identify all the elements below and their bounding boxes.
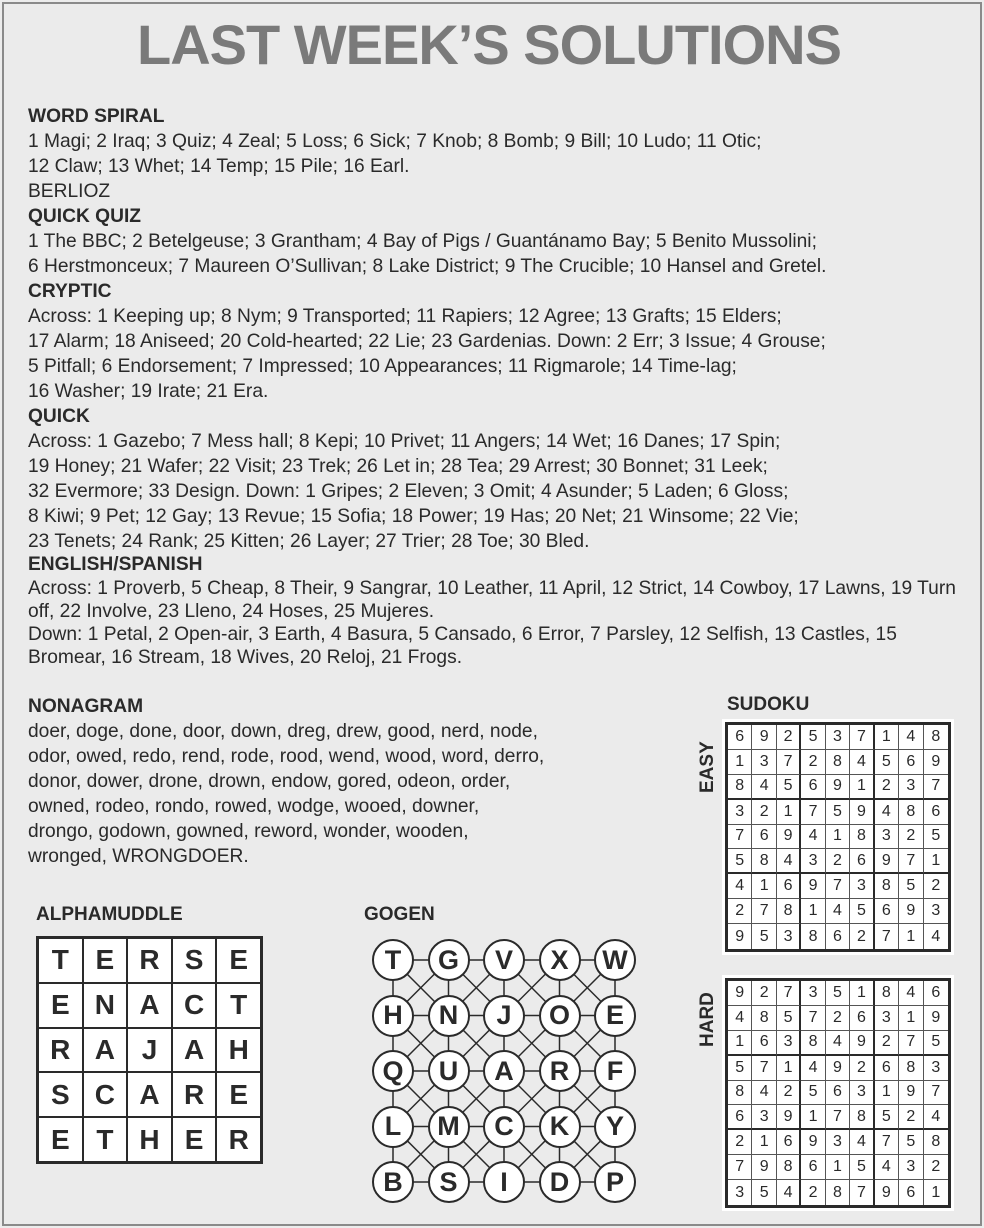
- gogen-node: N: [428, 995, 470, 1037]
- sudoku-easy-cell: 1: [850, 775, 874, 800]
- alphamuddle-cell: N: [83, 983, 128, 1028]
- sudoku-easy-cell: 1: [875, 725, 899, 750]
- sudoku-hard-cell: 5: [899, 1130, 923, 1155]
- sudoku-easy-cell: 7: [801, 800, 825, 825]
- sudoku-easy-cell: 4: [777, 849, 801, 874]
- alphamuddle-cell: R: [216, 1117, 261, 1162]
- sudoku-easy-cell: 8: [752, 849, 776, 874]
- sudoku-hard-cell: 9: [850, 1031, 874, 1056]
- sudoku-easy-cell: 9: [899, 899, 923, 924]
- sudoku-hard-cell: 6: [752, 1031, 776, 1056]
- gogen-node: T: [372, 939, 414, 981]
- alphamuddle-cell: C: [172, 983, 217, 1028]
- sudoku-easy-cell: 1: [899, 924, 923, 949]
- sudoku-easy-cell: 2: [801, 750, 825, 775]
- gogen-node: U: [428, 1050, 470, 1092]
- sudoku-hard-cell: 7: [777, 981, 801, 1006]
- sudoku-easy-cell: 8: [777, 899, 801, 924]
- sudoku-easy-cell: 9: [850, 800, 874, 825]
- sudoku-hard-cell: 1: [875, 1081, 899, 1106]
- sudoku-hard-cell: 7: [752, 1056, 776, 1081]
- sudoku-easy-cell: 5: [777, 775, 801, 800]
- sudoku-easy-cell: 3: [826, 725, 850, 750]
- sudoku-easy-cell: 3: [801, 849, 825, 874]
- sudoku-easy-cell: 9: [826, 775, 850, 800]
- gogen-node: G: [428, 939, 470, 981]
- sudoku-hard-cell: 1: [899, 1006, 923, 1031]
- gogen-node: V: [483, 939, 525, 981]
- sudoku-hard-cell: 6: [826, 1081, 850, 1106]
- sudoku-easy-cell: 5: [801, 725, 825, 750]
- sudoku-easy-cell: 4: [850, 750, 874, 775]
- sudoku-hard-cell: 5: [728, 1056, 752, 1081]
- alphamuddle-cell: A: [83, 1028, 128, 1073]
- sudoku-hard-cell: 5: [875, 1105, 899, 1130]
- sudoku-easy-cell: 6: [777, 874, 801, 899]
- alphamuddle-cell: A: [127, 1072, 172, 1117]
- sudoku-hard-cell: 2: [924, 1155, 948, 1180]
- gogen-title: GOGEN: [364, 904, 435, 925]
- nonagram-text: doer, doge, done, door, down, dreg, drew, good, nerd, node, odor, owed, redo, rend, rode, rood, wend, wood, word, derro, donor, dower, drone, drown, endow, gored, odeon, order, owned, rodeo, rondo, rowed, wodge, wooed, downer, drongo, godown, gowned, reword, wonder, wooden, wronged, WRONGDOER.: [28, 721, 545, 867]
- sudoku-easy-cell: 9: [875, 849, 899, 874]
- cryptic-title: CRYPTIC: [28, 281, 112, 302]
- sudoku-hard-cell: 8: [752, 1006, 776, 1031]
- sudoku-easy-cell: 7: [777, 750, 801, 775]
- sudoku-easy-cell: 4: [875, 800, 899, 825]
- sudoku-hard-cell: 8: [777, 1155, 801, 1180]
- sudoku-easy-cell: 5: [728, 849, 752, 874]
- sudoku-easy-cell: 6: [801, 775, 825, 800]
- sudoku-hard-cell: 6: [850, 1006, 874, 1031]
- gogen-node: J: [483, 995, 525, 1037]
- nonagram-section: [28, 694, 678, 869]
- sudoku-easy-cell: 8: [899, 800, 923, 825]
- sudoku-hard-cell: 9: [826, 1056, 850, 1081]
- alphamuddle-cell: E: [216, 938, 261, 983]
- sudoku-easy-cell: 3: [728, 800, 752, 825]
- sudoku-hard-cell: 3: [728, 1180, 752, 1205]
- alphamuddle-cell: E: [83, 938, 128, 983]
- quick-title: QUICK: [28, 406, 90, 427]
- alphamuddle-cell: J: [127, 1028, 172, 1073]
- sudoku-easy-cell: 4: [826, 899, 850, 924]
- sudoku-easy-cell: 5: [924, 825, 948, 850]
- alphamuddle-cell: A: [127, 983, 172, 1028]
- alphamuddle-cell: H: [216, 1028, 261, 1073]
- sudoku-easy-wrap: [722, 719, 954, 955]
- sudoku-hard-cell: 3: [850, 1081, 874, 1106]
- sudoku-easy-cell: 9: [728, 924, 752, 949]
- word-spiral-title: WORD SPIRAL: [28, 106, 165, 127]
- sudoku-hard-cell: 6: [728, 1105, 752, 1130]
- quick-text: Across: 1 Gazebo; 7 Mess hall; 8 Kepi; 10 Privet; 11 Angers; 14 Wet; 16 Danes; 17 Spin; 19 Honey; 21 Wafer; 22 Visit; 23 Trek; 26 Let in; 28 Tea; 29 Arrest; 30 Bonnet; 31 Leek; 32 Evermore; 33 Design. Down: 1 Gripes; 2 Eleven; 3 Omit; 4 Asunder; 5 Laden; 6 Gloss; 8 Kiwi; 9 Pet; 12 Gay; 13 Revue; 15 Sofia; 18 Power; 19 Has; 20 Net; 21 Winsome; 22 Vie; 23 Tenets; 24 Rank; 25 Kitten; 26 Layer; 27 Trier; 28 Toe; 30 Bled.: [28, 431, 799, 552]
- sudoku-hard-cell: 7: [728, 1155, 752, 1180]
- gogen-node: R: [539, 1050, 581, 1092]
- sudoku-easy-cell: 8: [924, 725, 948, 750]
- sudoku-hard-cell: 7: [801, 1006, 825, 1031]
- gogen-node: Y: [594, 1106, 636, 1148]
- sudoku-hard-cell: 2: [899, 1105, 923, 1130]
- sudoku-easy-cell: 3: [850, 874, 874, 899]
- sudoku-easy-grid: [725, 722, 951, 952]
- gogen-node: B: [372, 1161, 414, 1203]
- gogen-grid: [368, 932, 632, 1216]
- sudoku-hard-cell: 7: [899, 1031, 923, 1056]
- sudoku-easy-cell: 4: [728, 874, 752, 899]
- sudoku-hard-cell: 2: [826, 1006, 850, 1031]
- sudoku-hard-cell: 9: [777, 1105, 801, 1130]
- sudoku-hard-cell: 3: [826, 1130, 850, 1155]
- sudoku-easy-cell: 3: [899, 775, 923, 800]
- solutions-text: [28, 104, 963, 669]
- gogen-node: I: [483, 1161, 525, 1203]
- nonagram-title: NONAGRAM: [28, 696, 144, 717]
- sudoku-hard-grid: [725, 978, 951, 1208]
- gogen-node: H: [372, 995, 414, 1037]
- sudoku-easy-cell: 2: [850, 924, 874, 949]
- sudoku-hard-cell: 2: [801, 1180, 825, 1205]
- sudoku-hard-cell: 1: [801, 1105, 825, 1130]
- sudoku-title: SUDOKU: [727, 694, 810, 715]
- sudoku-easy-cell: 1: [924, 849, 948, 874]
- sudoku-hard-cell: 1: [931, 1183, 941, 1201]
- sudoku-easy-cell: 3: [875, 825, 899, 850]
- sudoku-hard-cell: 1: [850, 981, 874, 1006]
- sudoku-easy-cell: 6: [752, 825, 776, 850]
- sudoku-hard-cell: 6: [801, 1155, 825, 1180]
- sudoku-hard-cell: 4: [899, 981, 923, 1006]
- sudoku-hard-cell: 8: [899, 1056, 923, 1081]
- sudoku-hard-cell: 4: [924, 1105, 948, 1130]
- sudoku-easy-cell: 6: [899, 750, 923, 775]
- sudoku-easy-cell: 6: [924, 800, 948, 825]
- sudoku-easy-cell: 8: [875, 874, 899, 899]
- sudoku-easy-cell: 4: [931, 927, 941, 945]
- sudoku-hard-cell: 3: [801, 981, 825, 1006]
- alphamuddle-cell: E: [216, 1072, 261, 1117]
- sudoku-easy-label: EASY: [697, 741, 718, 793]
- sudoku-hard-cell: 1: [826, 1155, 850, 1180]
- alphamuddle-cell: C: [83, 1072, 128, 1117]
- sudoku-easy-cell: 8: [801, 924, 825, 949]
- sudoku-hard-cell: 3: [875, 1006, 899, 1031]
- gogen-node: X: [539, 939, 581, 981]
- alphamuddle-cell: H: [127, 1117, 172, 1162]
- gogen-node: L: [372, 1106, 414, 1148]
- sudoku-hard-cell: 3: [777, 1031, 801, 1056]
- sudoku-easy-cell: 7: [728, 825, 752, 850]
- sudoku-hard-cell: 2: [728, 1130, 752, 1155]
- sudoku-hard-cell: 5: [850, 1155, 874, 1180]
- alphamuddle-cell: E: [38, 983, 83, 1028]
- sudoku-hard-cell: 3: [752, 1105, 776, 1130]
- sudoku-easy-cell: 1: [826, 825, 850, 850]
- alphamuddle-cell: S: [172, 938, 217, 983]
- sudoku-hard-cell: 9: [801, 1130, 825, 1155]
- sudoku-hard-cell: 4: [875, 1155, 899, 1180]
- sudoku-easy-cell: 8: [826, 750, 850, 775]
- sudoku-hard-cell: 9: [728, 981, 752, 1006]
- english-spanish-across: Across: 1 Proverb, 5 Cheap, 8 Their, 9 Sangrar, 10 Leather, 11 April, 12 Strict, 14 Cowboy, 17 Lawns, 19 Turn off, 22 Involve, 23 Lleno, 24 Hoses, 25 Mujeres.: [28, 578, 956, 622]
- sudoku-easy-cell: 2: [826, 849, 850, 874]
- alphamuddle-cell: T: [216, 983, 261, 1028]
- alphamuddle-grid: [36, 936, 263, 1164]
- sudoku-easy-cell: 5: [826, 800, 850, 825]
- page-title: LAST WEEK’S SOLUTIONS: [137, 13, 841, 76]
- sudoku-easy-cell: 2: [777, 725, 801, 750]
- sudoku-hard-cell: 6: [899, 1180, 923, 1205]
- sudoku-easy-cell: 4: [752, 775, 776, 800]
- sudoku-hard-cell: 2: [850, 1056, 874, 1081]
- sudoku-hard-cell: 8: [801, 1031, 825, 1056]
- sudoku-easy-cell: 7: [850, 725, 874, 750]
- alphamuddle-cell: E: [38, 1117, 83, 1162]
- sudoku-hard-cell: 1: [777, 1056, 801, 1081]
- sudoku-easy-cell: 5: [899, 874, 923, 899]
- sudoku-hard-cell: 5: [752, 1180, 776, 1205]
- sudoku-easy-cell: 4: [801, 825, 825, 850]
- sudoku-hard-cell: 7: [875, 1130, 899, 1155]
- sudoku-easy-cell: 7: [752, 899, 776, 924]
- sudoku-easy-cell: 6: [850, 849, 874, 874]
- gogen-node: M: [428, 1106, 470, 1148]
- sudoku-hard-cell: 1: [728, 1031, 752, 1056]
- alphamuddle-cell: T: [38, 938, 83, 983]
- sudoku-easy-cell: 1: [801, 899, 825, 924]
- gogen-node: C: [483, 1106, 525, 1148]
- sudoku-easy-cell: 5: [875, 750, 899, 775]
- cryptic-text: Across: 1 Keeping up; 8 Nym; 9 Transported; 11 Rapiers; 12 Agree; 13 Grafts; 15 Elders; 17 Alarm; 18 Aniseed; 20 Cold-hearted; 22 Lie; 23 Gardenias. Down: 2 Err; 3 Issue; 4 Grouse; 5 Pitfall; 6 Endorsement; 7 Impressed; 10 Appearances; 11 Rigmarole; 14 Time-lag; 16 Washer; 19 Irate; 21 Era.: [28, 306, 826, 402]
- gogen-node: S: [428, 1161, 470, 1203]
- sudoku-hard-cell: 8: [826, 1180, 850, 1205]
- sudoku-hard-wrap: [722, 975, 954, 1211]
- sudoku-easy-cell: 2: [899, 825, 923, 850]
- english-spanish-title: ENGLISH/SPANISH: [28, 554, 203, 575]
- alphamuddle-cell: R: [172, 1072, 217, 1117]
- sudoku-easy-cell: 7: [899, 849, 923, 874]
- sudoku-easy-cell: 6: [826, 924, 850, 949]
- sudoku-easy-cell: 1: [728, 750, 752, 775]
- sudoku-easy-cell: 2: [875, 775, 899, 800]
- sudoku-easy-cell: 9: [801, 874, 825, 899]
- alphamuddle-cell: R: [38, 1028, 83, 1073]
- sudoku-easy-cell: 7: [924, 775, 948, 800]
- gogen-node: Q: [372, 1050, 414, 1092]
- sudoku-hard-cell: 6: [777, 1130, 801, 1155]
- sudoku-easy-cell: 9: [752, 725, 776, 750]
- sudoku-hard-cell: 5: [777, 1006, 801, 1031]
- sudoku-hard-cell: 2: [875, 1031, 899, 1056]
- sudoku-easy-cell: 5: [752, 924, 776, 949]
- gogen-node: A: [483, 1050, 525, 1092]
- sudoku-easy-cell: 7: [826, 874, 850, 899]
- sudoku-easy-cell: 8: [850, 825, 874, 850]
- sudoku-hard-cell: 5: [801, 1081, 825, 1106]
- sudoku-hard-cell: 4: [801, 1056, 825, 1081]
- alphamuddle-cell: A: [172, 1028, 217, 1073]
- sudoku-easy-cell: 9: [924, 750, 948, 775]
- sudoku-hard-cell: 9: [924, 1006, 948, 1031]
- sudoku-hard-cell: 2: [752, 981, 776, 1006]
- gogen-node: W: [594, 939, 636, 981]
- sudoku-easy-cell: 3: [752, 750, 776, 775]
- sudoku-easy-cell: 2: [752, 800, 776, 825]
- sudoku-hard-cell: 2: [777, 1081, 801, 1106]
- sudoku-easy-cell: 5: [850, 899, 874, 924]
- sudoku-hard-cell: 4: [728, 1006, 752, 1031]
- sudoku-easy-cell: 7: [875, 924, 899, 949]
- quick-quiz-text: 1 The BBC; 2 Betelgeuse; 3 Grantham; 4 Bay of Pigs / Guantánamo Bay; 5 Benito Mussolini; 6 Herstmonceux; 7 Maureen O’Sullivan; 8 Lake District; 9 The Crucible; 10 Hansel and Gretel.: [28, 231, 827, 277]
- sudoku-hard-label: HARD: [697, 992, 718, 1047]
- sudoku-hard-cell: 4: [777, 1180, 801, 1205]
- sudoku-hard-cell: 4: [752, 1081, 776, 1106]
- sudoku-easy-cell: 4: [899, 725, 923, 750]
- sudoku-hard-cell: 1: [752, 1130, 776, 1155]
- english-spanish-down: Down: 1 Petal, 2 Open-air, 3 Earth, 4 Basura, 5 Cansado, 6 Error, 7 Parsley, 12 Selfish, 13 Castles, 15 Bromear, 16 Stream, 18 Wives, 20 Reloj, 21 Frogs.: [28, 624, 897, 668]
- gogen-node: O: [539, 995, 581, 1037]
- sudoku-hard-cell: 4: [826, 1031, 850, 1056]
- sudoku-easy-cell: 3: [777, 924, 801, 949]
- sudoku-hard-cell: 7: [924, 1081, 948, 1106]
- sudoku-hard-cell: 3: [899, 1155, 923, 1180]
- sudoku-hard-cell: 8: [924, 1130, 948, 1155]
- alphamuddle-title: ALPHAMUDDLE: [36, 904, 183, 925]
- gogen-node: F: [594, 1050, 636, 1092]
- sudoku-hard-cell: 9: [899, 1081, 923, 1106]
- sudoku-hard-cell: 6: [875, 1056, 899, 1081]
- sudoku-easy-cell: 2: [728, 899, 752, 924]
- sudoku-hard-cell: 4: [850, 1130, 874, 1155]
- sudoku-easy-cell: 1: [777, 800, 801, 825]
- sudoku-hard-cell: 8: [850, 1105, 874, 1130]
- gogen-node: K: [539, 1106, 581, 1148]
- alphamuddle-cell: E: [172, 1117, 217, 1162]
- alphamuddle-cell: S: [38, 1072, 83, 1117]
- alphamuddle-cell: R: [127, 938, 172, 983]
- word-spiral-text: 1 Magi; 2 Iraq; 3 Quiz; 4 Zeal; 5 Loss; 6 Sick; 7 Knob; 8 Bomb; 9 Bill; 10 Ludo; 11 Otic; 12 Claw; 13 Whet; 14 Temp; 15 Pile; 16 Earl. BERLIOZ: [28, 131, 762, 202]
- sudoku-hard-cell: 3: [924, 1056, 948, 1081]
- sudoku-easy-cell: 9: [777, 825, 801, 850]
- quick-quiz-title: QUICK QUIZ: [28, 206, 141, 227]
- gogen-node: D: [539, 1161, 581, 1203]
- sudoku-hard-cell: 9: [752, 1155, 776, 1180]
- sudoku-hard-cell: 8: [728, 1081, 752, 1106]
- sudoku-easy-cell: 3: [924, 899, 948, 924]
- sudoku-easy-cell: 1: [752, 874, 776, 899]
- sudoku-hard-cell: 7: [850, 1180, 874, 1205]
- sudoku-hard-cell: 5: [826, 981, 850, 1006]
- sudoku-easy-cell: 6: [875, 899, 899, 924]
- sudoku-hard-cell: 6: [924, 981, 948, 1006]
- sudoku-hard-cell: 5: [924, 1031, 948, 1056]
- sudoku-hard-cell: 9: [875, 1180, 899, 1205]
- sudoku-hard-cell: 7: [826, 1105, 850, 1130]
- sudoku-easy-cell: 2: [924, 874, 948, 899]
- sudoku-hard-cell: 8: [875, 981, 899, 1006]
- gogen-node: P: [594, 1161, 636, 1203]
- sudoku-easy-cell: 8: [728, 775, 752, 800]
- alphamuddle-cell: T: [83, 1117, 128, 1162]
- sudoku-easy-cell: 6: [728, 725, 752, 750]
- gogen-node: E: [594, 995, 636, 1037]
